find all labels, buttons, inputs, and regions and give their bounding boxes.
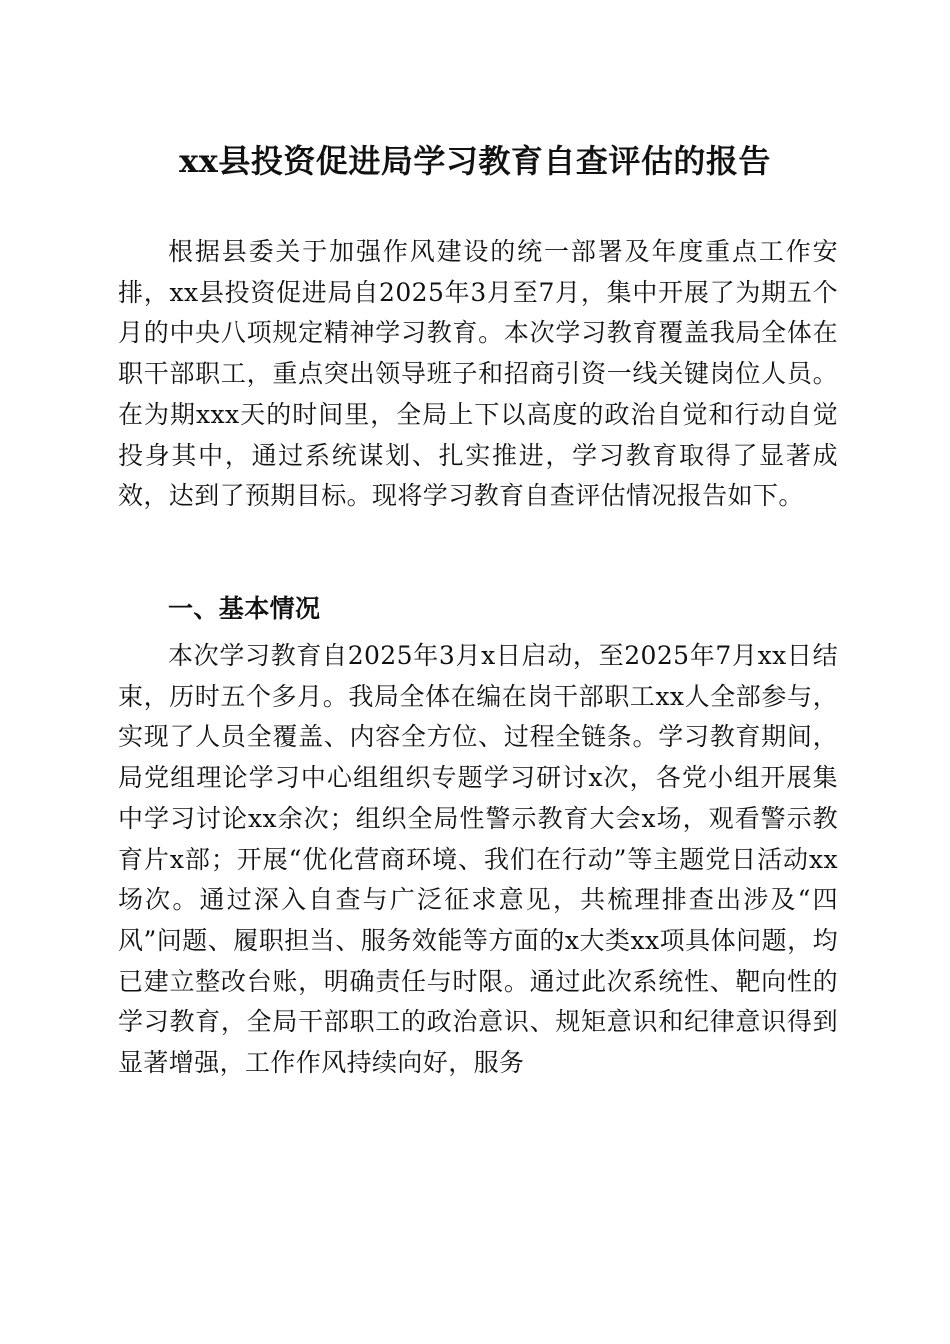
section-paragraph-basic-situation: 本次学习教育自2025年3月x日启动，至2025年7月xx日结束，历时五个多月。我局全体在编在岗干部职工xx人全部参与，实现了人员全覆盖、内容全方位、过程全链条。学习教育期间，局党组理论学习中心组组织专题学习研讨x次，各党小组开展集中学习讨论xx余次；组织全局性警示教育大会x场，观看警示教育片x部；开展“优化营商环境、我们在行动”等主题党日活动xx场次。通过深入自查与广泛征求意见，共梳理排查出涉及“四风”问题、履职担当、服务效能等方面的x大类xx项具体问题，均已建立整改台账，明确责任与时限。通过此次系统性、靶向性的学习教育，全局干部职工的政治意识、规矩意识和纪律意识得到显著增强，工作作风持续向好，服务 xyxy=(118,641,838,1078)
document-title: xx县投资促进局学习教育自查评估的报告 xyxy=(179,142,771,180)
intro-paragraph: 根据县委关于加强作风建设的统一部署及年度重点工作安排，xx县投资促进局自2025年3月至7月，集中开展了为期五个月的中央八项规定精神学习教育。本次学习教育覆盖我局全体在职干部职工，重点突出领导班子和招商引资一线关键岗位人员。在为期xxx天的时间里，全局上下以高度的政治自觉和行动自觉投身其中，通过系统谋划、扎实推进，学习教育取得了显著成效，达到了预期目标。现将学习教育自查评估情况报告如下。 xyxy=(118,237,838,511)
section-heading-basic-situation: 一、基本情况 xyxy=(168,594,321,623)
